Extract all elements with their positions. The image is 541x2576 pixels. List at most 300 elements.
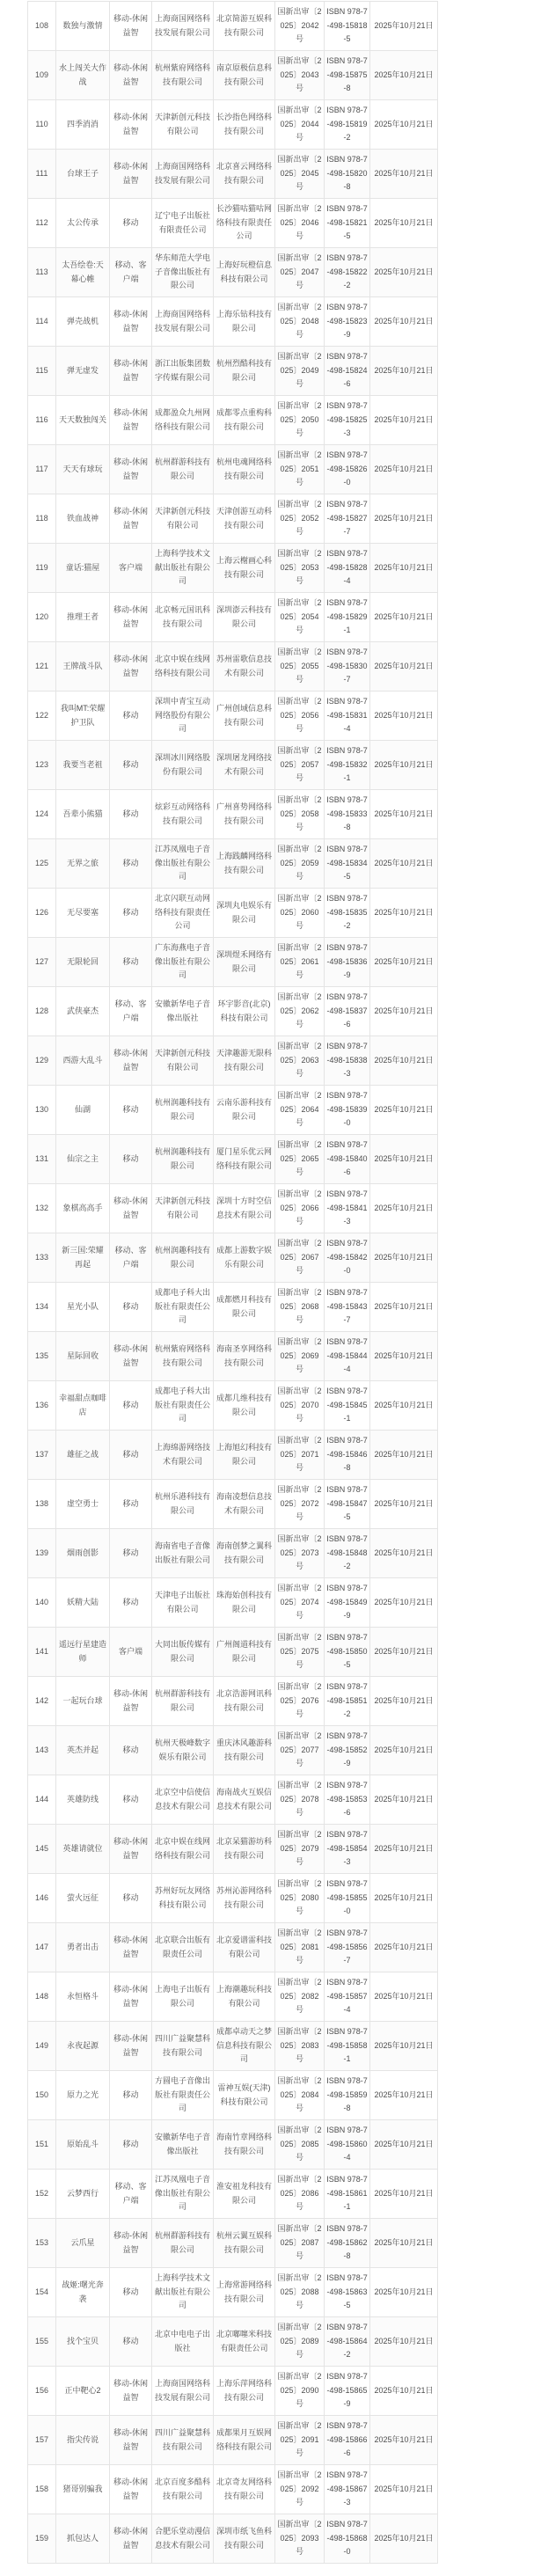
platform-cell: 移动-休闲益智: [110, 297, 152, 347]
operator-cell: 杭州云翼互娱科技有限公司: [214, 2219, 275, 2268]
platform-cell: 移动: [110, 1381, 152, 1431]
publisher-cell: 上海科学技术文献出版社有限公司: [152, 2268, 214, 2317]
game-name-cell: 象棋高高手: [56, 1184, 110, 1233]
table-row: [28, 642, 438, 692]
isbn-cell: ISBN 978-7-498-15850-5: [325, 1628, 370, 1677]
approval-date-cell: 2025年10月21日: [370, 1283, 438, 1332]
isbn-cell: ISBN 978-7-498-15827-7: [325, 494, 370, 544]
approval-date-cell: 2025年10月21日: [370, 593, 438, 642]
game-name-cell: 无限轮回: [56, 938, 110, 987]
operator-cell: 北京喜云网络科技有限公司: [214, 150, 275, 199]
approval-number-cell: 国新出审〔2025〕2069号: [275, 1332, 325, 1381]
operator-cell: 上海乐钻科技有限公司: [214, 297, 275, 347]
isbn-cell: ISBN 978-7-498-15855-0: [325, 1874, 370, 1923]
isbn-cell: ISBN 978-7-498-15868-0: [325, 2514, 370, 2564]
approval-number-cell: 国新出审〔2025〕2056号: [275, 692, 325, 741]
table-row: [28, 790, 438, 839]
game-name-cell: 指尖传说: [56, 2416, 110, 2465]
operator-cell: 深圳十方时空信息技术有限公司: [214, 1184, 275, 1233]
approval-number-cell: 国新出审〔2025〕2090号: [275, 2367, 325, 2416]
publisher-cell: 成都电子科大出版社有限责任公司: [152, 1381, 214, 1431]
operator-cell: 深圳市纸飞鱼科技有限公司: [214, 2514, 275, 2564]
game-name-cell: 永恒格斗: [56, 1972, 110, 2022]
publisher-cell: 天津新创元科技有限公司: [152, 1184, 214, 1233]
platform-cell: 移动-休闲益智: [110, 51, 152, 100]
table-row: [28, 445, 438, 494]
publisher-cell: 江苏凤凰电子音像出版社有限公司: [152, 2170, 214, 2219]
isbn-cell: ISBN 978-7-498-15818-5: [325, 2, 370, 51]
game-name-cell: 正中靶心2: [56, 2367, 110, 2416]
isbn-cell: ISBN 978-7-498-15821-5: [325, 199, 370, 248]
row-number-cell: 137: [28, 1431, 56, 1480]
approval-date-cell: 2025年10月21日: [370, 445, 438, 494]
publisher-cell: 辽宁电子出版社有限责任公司: [152, 199, 214, 248]
approval-number-cell: 国新出审〔2025〕2058号: [275, 790, 325, 839]
publisher-cell: 杭州润趣科技有限公司: [152, 1135, 214, 1184]
game-name-cell: 永夜起源: [56, 2022, 110, 2071]
row-number-cell: 146: [28, 1874, 56, 1923]
game-name-cell: 原始乱斗: [56, 2120, 110, 2170]
isbn-cell: ISBN 978-7-498-15826-0: [325, 445, 370, 494]
platform-cell: 移动: [110, 2268, 152, 2317]
table-row: [28, 150, 438, 199]
operator-cell: 北京浩游网讯科技有限公司: [214, 1677, 275, 1726]
approval-number-cell: 国新出审〔2025〕2081号: [275, 1923, 325, 1972]
row-number-cell: 156: [28, 2367, 56, 2416]
row-number-cell: 123: [28, 741, 56, 790]
platform-cell: 移动、客户端: [110, 1233, 152, 1283]
game-name-cell: 推理王者: [56, 593, 110, 642]
platform-cell: 移动: [110, 839, 152, 889]
table-row: [28, 1775, 438, 1825]
row-number-cell: 122: [28, 692, 56, 741]
approval-date-cell: 2025年10月21日: [370, 692, 438, 741]
row-number-cell: 130: [28, 1086, 56, 1135]
isbn-cell: ISBN 978-7-498-15833-8: [325, 790, 370, 839]
isbn-cell: ISBN 978-7-498-15846-8: [325, 1431, 370, 1480]
publisher-cell: 天津电子出版社有限公司: [152, 1578, 214, 1628]
operator-cell: 厦门星乐优云网络科技有限公司: [214, 1135, 275, 1184]
isbn-cell: ISBN 978-7-498-15848-2: [325, 1529, 370, 1578]
approval-number-cell: 国新出审〔2025〕2051号: [275, 445, 325, 494]
table-row: [28, 297, 438, 347]
isbn-cell: ISBN 978-7-498-15867-3: [325, 2465, 370, 2514]
platform-cell: 移动: [110, 2071, 152, 2120]
publisher-cell: 杭州群游科技有限公司: [152, 445, 214, 494]
approval-number-cell: 国新出审〔2025〕2067号: [275, 1233, 325, 1283]
row-number-cell: 108: [28, 2, 56, 51]
operator-cell: 天津创游互动科技有限公司: [214, 494, 275, 544]
approval-date-cell: 2025年10月21日: [370, 2268, 438, 2317]
platform-cell: 移动: [110, 790, 152, 839]
table-row: [28, 1184, 438, 1233]
table-row: [28, 1923, 438, 1972]
operator-cell: 深圳煜禾网络有限公司: [214, 938, 275, 987]
publisher-cell: 四川广益聚慧科技有限公司: [152, 2022, 214, 2071]
publisher-cell: 杭州群游科技有限公司: [152, 1677, 214, 1726]
approval-date-cell: 2025年10月21日: [370, 544, 438, 593]
platform-cell: 移动: [110, 692, 152, 741]
platform-cell: 客户端: [110, 1628, 152, 1677]
row-number-cell: 118: [28, 494, 56, 544]
isbn-cell: ISBN 978-7-498-15864-2: [325, 2317, 370, 2367]
game-approval-table: [27, 1, 438, 2564]
table-row: [28, 2268, 438, 2317]
isbn-cell: ISBN 978-7-498-15861-1: [325, 2170, 370, 2219]
platform-cell: 移动-休闲益智: [110, 2465, 152, 2514]
operator-cell: 上海践麟网络科技有限公司: [214, 839, 275, 889]
isbn-cell: ISBN 978-7-498-15824-6: [325, 347, 370, 396]
row-number-cell: 112: [28, 199, 56, 248]
operator-cell: 海南圣享网络科技有限公司: [214, 1332, 275, 1381]
platform-cell: 移动-休闲益智: [110, 445, 152, 494]
publisher-cell: 杭州润趣科技有限公司: [152, 1233, 214, 1283]
approval-date-cell: 2025年10月21日: [370, 100, 438, 150]
publisher-cell: 北京空中信使信息技术有限公司: [152, 1775, 214, 1825]
table-row: [28, 100, 438, 150]
table-row: [28, 692, 438, 741]
isbn-cell: ISBN 978-7-498-15863-5: [325, 2268, 370, 2317]
platform-cell: 移动-休闲益智: [110, 396, 152, 445]
isbn-cell: ISBN 978-7-498-15844-4: [325, 1332, 370, 1381]
row-number-cell: 113: [28, 248, 56, 297]
game-name-cell: 幸福甜点咖啡店: [56, 1381, 110, 1431]
operator-cell: 环宇影音(北京)科技有限公司: [214, 987, 275, 1036]
isbn-cell: ISBN 978-7-498-15829-1: [325, 593, 370, 642]
row-number-cell: 140: [28, 1578, 56, 1628]
operator-cell: 天津趣游无限科技有限公司: [214, 1036, 275, 1086]
operator-cell: 长沙猫咕猫咕网络科技有限责任公司: [214, 199, 275, 248]
game-name-cell: 西游大乱斗: [56, 1036, 110, 1086]
platform-cell: 移动-休闲益智: [110, 2219, 152, 2268]
platform-cell: 移动-休闲益智: [110, 1923, 152, 1972]
operator-cell: 北京爱谱雷科技有限公司: [214, 1923, 275, 1972]
approval-number-cell: 国新出审〔2025〕2054号: [275, 593, 325, 642]
publisher-cell: 北京联合出版有限责任公司: [152, 1923, 214, 1972]
row-number-cell: 149: [28, 2022, 56, 2071]
operator-cell: 珠海始创科技有限公司: [214, 1578, 275, 1628]
approval-number-cell: 国新出审〔2025〕2091号: [275, 2416, 325, 2465]
row-number-cell: 120: [28, 593, 56, 642]
row-number-cell: 141: [28, 1628, 56, 1677]
approval-date-cell: 2025年10月21日: [370, 1628, 438, 1677]
approval-number-cell: 国新出审〔2025〕2075号: [275, 1628, 325, 1677]
operator-cell: 成都几维科技有限公司: [214, 1381, 275, 1431]
platform-cell: 移动-休闲益智: [110, 2514, 152, 2564]
approval-date-cell: 2025年10月21日: [370, 2465, 438, 2514]
publisher-cell: 北京中娱在线网络科技有限公司: [152, 642, 214, 692]
isbn-cell: ISBN 978-7-498-15862-8: [325, 2219, 370, 2268]
game-name-cell: 英雄请就位: [56, 1825, 110, 1874]
publisher-cell: 合肥乐堂动漫信息技术有限公司: [152, 2514, 214, 2564]
row-number-cell: 121: [28, 642, 56, 692]
game-name-cell: 我叫MT:荣耀护卫队: [56, 692, 110, 741]
approval-number-cell: 国新出审〔2025〕2055号: [275, 642, 325, 692]
approval-number-cell: 国新出审〔2025〕2043号: [275, 51, 325, 100]
row-number-cell: 117: [28, 445, 56, 494]
game-name-cell: 弹壳战机: [56, 297, 110, 347]
isbn-cell: ISBN 978-7-498-15836-9: [325, 938, 370, 987]
publisher-cell: 广东海燕电子音像出版社有限公司: [152, 938, 214, 987]
game-name-cell: 妖精大陆: [56, 1578, 110, 1628]
isbn-cell: ISBN 978-7-498-15840-6: [325, 1135, 370, 1184]
table-row: [28, 1135, 438, 1184]
approval-number-cell: 国新出审〔2025〕2078号: [275, 1775, 325, 1825]
approval-number-cell: 国新出审〔2025〕2092号: [275, 2465, 325, 2514]
table-row: [28, 1283, 438, 1332]
isbn-cell: ISBN 978-7-498-15823-9: [325, 297, 370, 347]
table-row: [28, 544, 438, 593]
platform-cell: 移动、客户端: [110, 987, 152, 1036]
table-row: [28, 2022, 438, 2071]
platform-cell: 移动: [110, 741, 152, 790]
publisher-cell: 炫彩互动网络科技有限公司: [152, 790, 214, 839]
operator-cell: 成都果月互娱网络科技有限公司: [214, 2416, 275, 2465]
isbn-cell: ISBN 978-7-498-15852-9: [325, 1726, 370, 1775]
approval-number-cell: 国新出审〔2025〕2048号: [275, 297, 325, 347]
publisher-cell: 北京中电电子出版社: [152, 2317, 214, 2367]
game-name-cell: 虚空勇士: [56, 1480, 110, 1529]
publisher-cell: 杭州紫府网络科技有限公司: [152, 1332, 214, 1381]
row-number-cell: 119: [28, 544, 56, 593]
row-number-cell: 143: [28, 1726, 56, 1775]
operator-cell: 深圳丸电娱乐有限公司: [214, 889, 275, 938]
operator-cell: 上海云榭画心科技有限公司: [214, 544, 275, 593]
operator-cell: 杭州烈酷科技有限公司: [214, 347, 275, 396]
operator-cell: 成都零点重构科技有限公司: [214, 396, 275, 445]
isbn-cell: ISBN 978-7-498-15819-2: [325, 100, 370, 150]
game-name-cell: 弹无虚发: [56, 347, 110, 396]
row-number-cell: 131: [28, 1135, 56, 1184]
game-name-cell: 找个宝贝: [56, 2317, 110, 2367]
platform-cell: 移动-休闲益智: [110, 2367, 152, 2416]
publisher-cell: 安徽新华电子音像出版社: [152, 987, 214, 1036]
publisher-cell: 天津新创元科技有限公司: [152, 494, 214, 544]
platform-cell: 移动: [110, 1578, 152, 1628]
approval-date-cell: 2025年10月21日: [370, 2071, 438, 2120]
operator-cell: 深圳屠龙网络技术有限公司: [214, 741, 275, 790]
approval-number-cell: 国新出审〔2025〕2066号: [275, 1184, 325, 1233]
game-name-cell: 童话:猫屋: [56, 544, 110, 593]
operator-cell: 苏州雷歌信息技术有限公司: [214, 642, 275, 692]
approval-date-cell: 2025年10月21日: [370, 839, 438, 889]
game-name-cell: 仙湖: [56, 1086, 110, 1135]
publisher-cell: 杭州群游科技有限公司: [152, 2219, 214, 2268]
table-row: [28, 1726, 438, 1775]
game-name-cell: 台球王子: [56, 150, 110, 199]
approval-number-cell: 国新出审〔2025〕2080号: [275, 1874, 325, 1923]
operator-cell: 海南创梦之翼科技有限公司: [214, 1529, 275, 1578]
operator-cell: 杭州电魂网络科技有限公司: [214, 445, 275, 494]
publisher-cell: 杭州乐港科技有限公司: [152, 1480, 214, 1529]
platform-cell: 移动-休闲益智: [110, 1677, 152, 1726]
table-row: [28, 1332, 438, 1381]
platform-cell: 移动-休闲益智: [110, 1825, 152, 1874]
publisher-cell: 北京闪联互动网络科技有限责任公司: [152, 889, 214, 938]
game-name-cell: 云爪星: [56, 2219, 110, 2268]
game-name-cell: 吾辈小熊猫: [56, 790, 110, 839]
platform-cell: 移动-休闲益智: [110, 494, 152, 544]
game-name-cell: 星际回收: [56, 1332, 110, 1381]
approval-number-cell: 国新出审〔2025〕2062号: [275, 987, 325, 1036]
game-name-cell: 王牌战斗队: [56, 642, 110, 692]
operator-cell: 上海常游网络科技有限公司: [214, 2268, 275, 2317]
operator-cell: 北京嘟噻米科技有限责任公司: [214, 2317, 275, 2367]
game-name-cell: 无界之旅: [56, 839, 110, 889]
operator-cell: 成都上游数字娱乐有限公司: [214, 1233, 275, 1283]
operator-cell: 上海乐萍网络科技有限公司: [214, 2367, 275, 2416]
publisher-cell: 浙江出版集团数字传媒有限公司: [152, 347, 214, 396]
approval-date-cell: 2025年10月21日: [370, 1726, 438, 1775]
approval-date-cell: 2025年10月21日: [370, 2, 438, 51]
platform-cell: 移动-休闲益智: [110, 2, 152, 51]
platform-cell: 移动: [110, 2120, 152, 2170]
platform-cell: 移动-休闲益智: [110, 1972, 152, 2022]
approval-date-cell: 2025年10月21日: [370, 1184, 438, 1233]
publisher-cell: 上海电子出版有限公司: [152, 1972, 214, 2022]
table-row: [28, 2416, 438, 2465]
platform-cell: 移动: [110, 1086, 152, 1135]
approval-date-cell: 2025年10月21日: [370, 1825, 438, 1874]
approval-number-cell: 国新出审〔2025〕2060号: [275, 889, 325, 938]
approval-number-cell: 国新出审〔2025〕2065号: [275, 1135, 325, 1184]
approval-date-cell: 2025年10月21日: [370, 1135, 438, 1184]
platform-cell: 移动: [110, 1529, 152, 1578]
publisher-cell: 苏州好玩友网络科技有限公司: [152, 1874, 214, 1923]
approval-date-cell: 2025年10月21日: [370, 1529, 438, 1578]
operator-cell: 成都卓动天之梦信息科技有限公司: [214, 2022, 275, 2071]
approval-date-cell: 2025年10月21日: [370, 2170, 438, 2219]
row-number-cell: 126: [28, 889, 56, 938]
approval-date-cell: 2025年10月21日: [370, 347, 438, 396]
approval-date-cell: 2025年10月21日: [370, 51, 438, 100]
approval-date-cell: 2025年10月21日: [370, 2022, 438, 2071]
publisher-cell: 成都电子科大出版社有限责任公司: [152, 1283, 214, 1332]
approval-date-cell: 2025年10月21日: [370, 1036, 438, 1086]
platform-cell: 移动-休闲益智: [110, 347, 152, 396]
table-row: [28, 2, 438, 51]
game-name-cell: 英雄防线: [56, 1775, 110, 1825]
approval-number-cell: 国新出审〔2025〕2088号: [275, 2268, 325, 2317]
table-row: [28, 1480, 438, 1529]
approval-number-cell: 国新出审〔2025〕2047号: [275, 248, 325, 297]
publisher-cell: 华东师范大学电子音像出版社有限公司: [152, 248, 214, 297]
approval-date-cell: 2025年10月21日: [370, 2367, 438, 2416]
approval-number-cell: 国新出审〔2025〕2085号: [275, 2120, 325, 2170]
approval-date-cell: 2025年10月21日: [370, 1923, 438, 1972]
isbn-cell: ISBN 978-7-498-15831-4: [325, 692, 370, 741]
row-number-cell: 132: [28, 1184, 56, 1233]
approval-date-cell: 2025年10月21日: [370, 741, 438, 790]
game-name-cell: 一起玩台球: [56, 1677, 110, 1726]
isbn-cell: ISBN 978-7-498-15835-2: [325, 889, 370, 938]
isbn-cell: ISBN 978-7-498-15830-7: [325, 642, 370, 692]
approval-date-cell: 2025年10月21日: [370, 248, 438, 297]
approval-number-cell: 国新出审〔2025〕2079号: [275, 1825, 325, 1874]
game-name-cell: 遥远行星建造师: [56, 1628, 110, 1677]
row-number-cell: 142: [28, 1677, 56, 1726]
table-row: [28, 1036, 438, 1086]
operator-cell: 上海潮趣玩科技有限公司: [214, 1972, 275, 2022]
game-name-cell: 原力之光: [56, 2071, 110, 2120]
operator-cell: 海南战火互娱信息技术有限公司: [214, 1775, 275, 1825]
approval-date-cell: 2025年10月21日: [370, 1431, 438, 1480]
approval-date-cell: 2025年10月21日: [370, 987, 438, 1036]
approval-date-cell: 2025年10月21日: [370, 150, 438, 199]
game-name-cell: 无尽要塞: [56, 889, 110, 938]
isbn-cell: ISBN 978-7-498-15858-1: [325, 2022, 370, 2071]
platform-cell: 客户端: [110, 544, 152, 593]
table-row: [28, 347, 438, 396]
isbn-cell: ISBN 978-7-498-15838-3: [325, 1036, 370, 1086]
game-name-cell: 太吾绘卷:天幕心帷: [56, 248, 110, 297]
operator-cell: 上海旭幻科技有限公司: [214, 1431, 275, 1480]
publisher-cell: 杭州紫府网络科技有限公司: [152, 51, 214, 100]
row-number-cell: 144: [28, 1775, 56, 1825]
platform-cell: 移动-休闲益智: [110, 100, 152, 150]
row-number-cell: 114: [28, 297, 56, 347]
operator-cell: 广州阁道科技有限公司: [214, 1628, 275, 1677]
approval-date-cell: 2025年10月21日: [370, 1381, 438, 1431]
row-number-cell: 138: [28, 1480, 56, 1529]
platform-cell: 移动-休闲益智: [110, 1332, 152, 1381]
isbn-cell: ISBN 978-7-498-15856-7: [325, 1923, 370, 1972]
isbn-cell: ISBN 978-7-498-15832-1: [325, 741, 370, 790]
game-name-cell: 天天数独闯关: [56, 396, 110, 445]
operator-cell: 雷神互娱(天津)科技有限公司: [214, 2071, 275, 2120]
approval-number-cell: 国新出审〔2025〕2053号: [275, 544, 325, 593]
isbn-cell: ISBN 978-7-498-15820-8: [325, 150, 370, 199]
approval-number-cell: 国新出审〔2025〕2061号: [275, 938, 325, 987]
row-number-cell: 158: [28, 2465, 56, 2514]
row-number-cell: 154: [28, 2268, 56, 2317]
approval-date-cell: 2025年10月21日: [370, 1233, 438, 1283]
table-row: [28, 1874, 438, 1923]
row-number-cell: 134: [28, 1283, 56, 1332]
operator-cell: 南京原极信息科技有限公司: [214, 51, 275, 100]
row-number-cell: 145: [28, 1825, 56, 1874]
approval-number-cell: 国新出审〔2025〕2087号: [275, 2219, 325, 2268]
table-row: [28, 1381, 438, 1431]
approval-date-cell: 2025年10月21日: [370, 494, 438, 544]
publisher-cell: 天津新创元科技有限公司: [152, 1036, 214, 1086]
isbn-cell: ISBN 978-7-498-15851-2: [325, 1677, 370, 1726]
approval-number-cell: 国新出审〔2025〕2072号: [275, 1480, 325, 1529]
isbn-cell: ISBN 978-7-498-15875-8: [325, 51, 370, 100]
table-row: [28, 1529, 438, 1578]
platform-cell: 移动: [110, 1874, 152, 1923]
approval-date-cell: 2025年10月21日: [370, 396, 438, 445]
approval-number-cell: 国新出审〔2025〕2083号: [275, 2022, 325, 2071]
table-row: [28, 1431, 438, 1480]
operator-cell: 长沙指色网络科技有限公司: [214, 100, 275, 150]
approval-date-cell: 2025年10月21日: [370, 938, 438, 987]
approval-number-cell: 国新出审〔2025〕2089号: [275, 2317, 325, 2367]
isbn-cell: ISBN 978-7-498-15854-3: [325, 1825, 370, 1874]
table-row: [28, 1086, 438, 1135]
approval-number-cell: 国新出审〔2025〕2082号: [275, 1972, 325, 2022]
approval-date-cell: 2025年10月21日: [370, 1775, 438, 1825]
table-row: [28, 2367, 438, 2416]
platform-cell: 移动、客户端: [110, 2170, 152, 2219]
row-number-cell: 116: [28, 396, 56, 445]
approval-date-cell: 2025年10月21日: [370, 642, 438, 692]
table-row: [28, 938, 438, 987]
approval-date-cell: 2025年10月21日: [370, 889, 438, 938]
platform-cell: 移动: [110, 1283, 152, 1332]
approval-number-cell: 国新出审〔2025〕2052号: [275, 494, 325, 544]
platform-cell: 移动: [110, 2317, 152, 2367]
